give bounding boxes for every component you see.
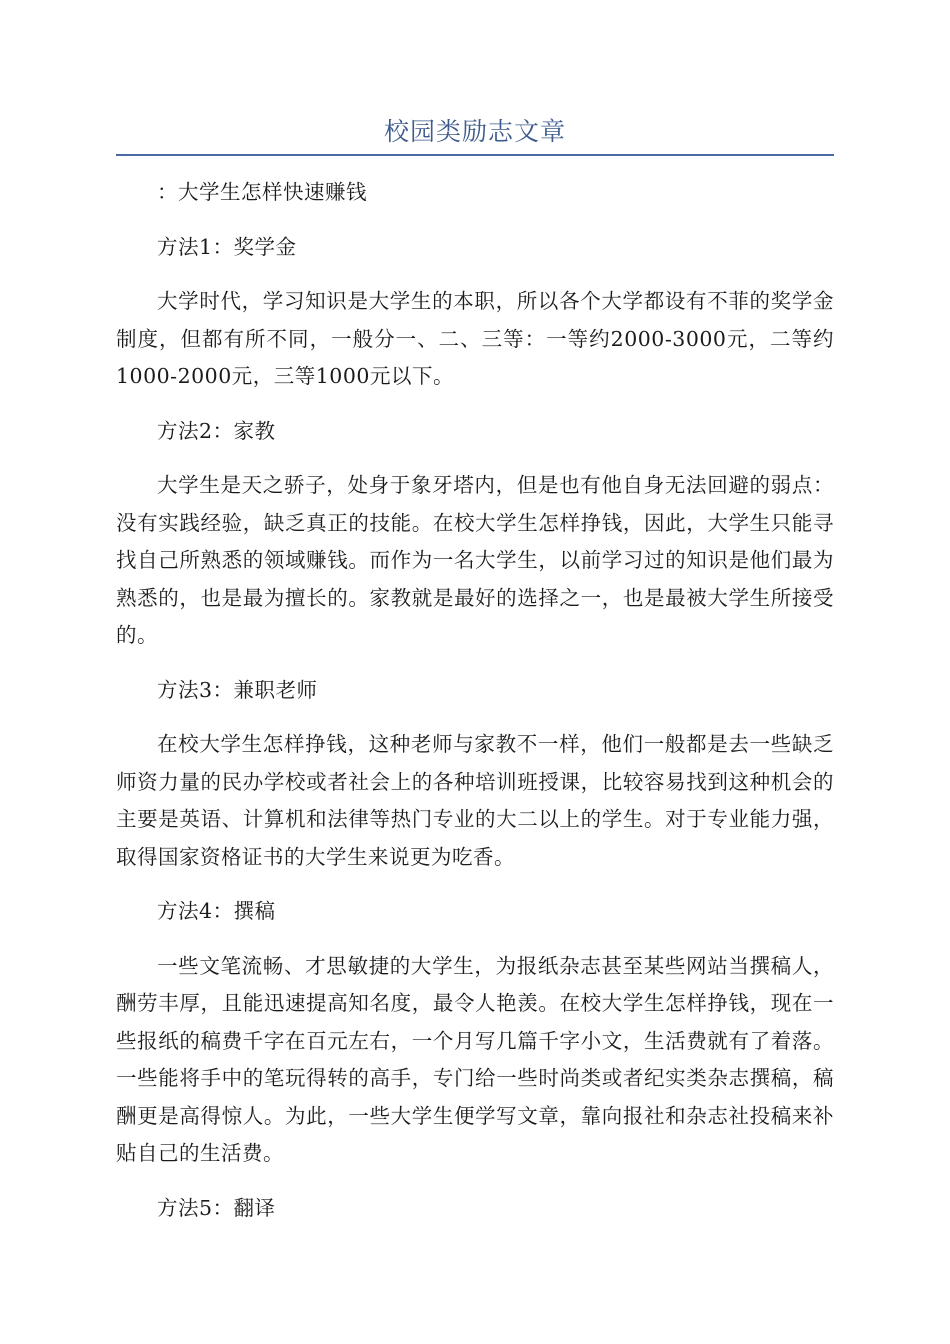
document-body — [116, 174, 834, 1227]
method-3-paragraph: 在校大学生怎样挣钱，这种老师与家教不一样，他们一般都是去一些缺乏师资力量的民办学校或者社会上的各种培训班授课，比较容易找到这种机会的主要是英语、计算机和法律等热门专业的大二以上的学生。对于专业能力强，取得国家资格证书的大学生来说更为吃香。 — [116, 732, 834, 869]
method-4-heading: 方法4：撰稿 — [157, 899, 276, 923]
subtitle-paragraph: ：大学生怎样快速赚钱 — [157, 180, 367, 204]
method-2-heading: 方法2：家教 — [157, 418, 276, 443]
method-5-heading: 方法5：翻译 — [157, 1195, 276, 1220]
method-1-heading: 方法1：奖学金 — [157, 234, 297, 259]
method-3-heading: 方法3：兼职老师 — [157, 677, 318, 702]
method-4-paragraph: 一些文笔流畅、才思敏捷的大学生，为报纸杂志甚至某些网站当撰稿人，酬劳丰厚，且能迅速提高知名度，最令人艳羡。在校大学生怎样挣钱，现在一些报纸的稿费千字在百元左右，一个月写几篇千字小文，生活费就有了着落。一些能将手中的笔玩得转的高手，专门给一些时尚类或者纪实类杂志撰稿，稿酬更是高得惊人。为此，一些大学生便学写文章，靠向报社和杂志社投稿来补贴自己的生活费。 — [116, 953, 834, 1165]
document-page — [116, 0, 834, 1227]
method-2-paragraph: 大学生是天之骄子，处身于象牙塔内，但是也有他自身无法回避的弱点：没有实践经验，缺乏真正的技能。在校大学生怎样挣钱，因此，大学生只能寻找自己所熟悉的领域赚钱。而作为一名大学生，以前学习过的知识是他们最为熟悉的，也是最为擅长的。家教就是最好的选择之一，也是最被大学生所接受的。 — [116, 473, 834, 647]
document-title: 校园类励志文章 — [383, 117, 566, 146]
method-1-paragraph: 大学时代，学习知识是大学生的本职，所以各个大学都设有不菲的奖学金制度，但都有所不同，一般分一、二、三等：一等约2000-3000元，二等约1000-2000元，三等1000元以下。 — [116, 289, 834, 388]
title-underline — [116, 154, 834, 156]
